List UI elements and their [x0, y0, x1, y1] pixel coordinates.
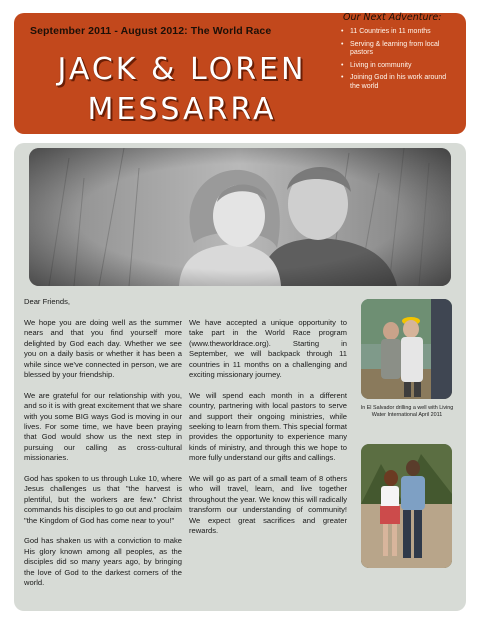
adventure-title: Our Next Adventure: — [343, 12, 442, 23]
paragraph: We have accepted a unique opportunity to take part in the World Race program (www.theworldrace.org). Starting in September, we will backpack through 11 countries in 11 months on a challenging and exciting missionary journey. — [189, 318, 347, 380]
date-range: September 2011 - August 2012: The World Race — [30, 25, 272, 37]
walking-couple-photo — [361, 444, 452, 568]
letter-column-middle — [189, 318, 347, 547]
paragraph: We are grateful for our relationship with you, and so it is with great excitement that we share with you some BIG ways God is moving in our lives. For some time, we have been praying that God would show us the next step in pursuing our calling as cross-cultural missionaries. — [24, 390, 182, 463]
letter-column-left — [24, 318, 182, 599]
couple-photo — [29, 148, 451, 286]
bullet-icon: • — [341, 61, 344, 69]
el-salvador-photo — [361, 299, 452, 399]
adventure-item: • Serving & learning from local pastors — [341, 40, 440, 57]
paragraph: We will spend each month in a different country, partnering with local pastors to serve and support their ongoing ministries, while seeking to learn from them. This special format provides the opportunity to experience many kinds of ministry, and through this we hope to more fully understand our gifts and callings. — [189, 390, 347, 463]
name-line-1: JACK & LOREN — [57, 52, 307, 87]
name-line-2: MESSARRA — [87, 92, 277, 127]
adventure-item: • 11 Countries in 11 months — [341, 28, 431, 35]
bullet-icon: • — [341, 40, 344, 48]
adventure-item: • Joining God in his work around the world — [341, 74, 447, 90]
paragraph: We will go as part of a small team of 8 others who will travel, learn, and live together throughout the year. We know this will radically transform our understanding of community! We expect great sacrifices and greater rewards. — [189, 474, 347, 536]
photo-caption: In El Salvador drilling a well with Living Water International April 2011 — [360, 405, 454, 419]
adventure-item: • Living in community — [341, 61, 412, 69]
letter-greeting: Dear Friends, — [24, 297, 71, 306]
paragraph: God has shaken us with a conviction to make His glory known among all peoples, as the disciples did so many years ago, by bringing the love of God to the darkest corners of the world. — [24, 536, 182, 588]
paragraph: We hope you are doing well as the summer nears and that you find yourself more delighted by God each day. Whether we see you on a daily basis or whether it has been a while since we've connected in person, we are blessed by your friendship. — [24, 318, 182, 380]
bullet-icon: • — [341, 28, 344, 35]
bullet-icon: • — [341, 74, 344, 82]
paragraph: God has spoken to us through Luke 10, where Jesus challenges us that "the harvest is plentiful, but the workers are few." Christ commands his disciples to go out and proclaim "the Kingdom of God has come near to you!" — [24, 474, 182, 525]
adventure-list — [341, 28, 449, 96]
